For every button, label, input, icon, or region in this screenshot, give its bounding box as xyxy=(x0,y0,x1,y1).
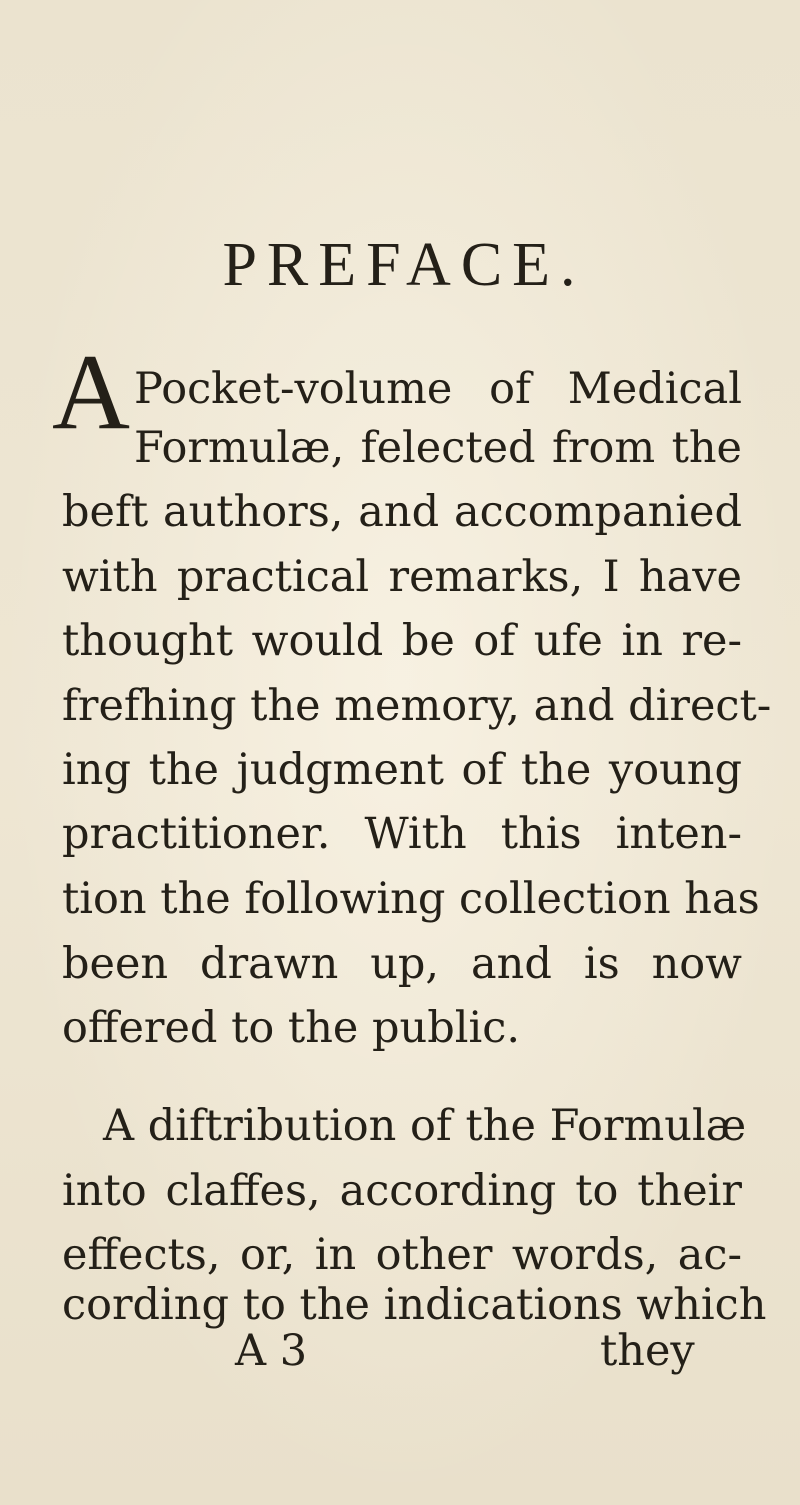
text-line: offered to the public. xyxy=(62,1003,521,1053)
text-line: thought would be of ufe in re- xyxy=(62,616,742,666)
text-line: beft authors, and accompanied xyxy=(62,487,742,537)
text-line: frefhing the memory, and direct- xyxy=(62,681,772,731)
text-line: into claffes, according to their xyxy=(62,1166,742,1216)
catchword: they xyxy=(600,1326,695,1376)
text-line: ing the judgment of the young xyxy=(62,745,742,795)
text-line: with practical remarks, I have xyxy=(62,552,742,602)
text-line: practitioner. With this inten- xyxy=(62,809,742,859)
signature-mark: A 3 xyxy=(235,1326,308,1376)
text-line: Pocket-volume of Medical xyxy=(134,364,742,414)
text-line: effects, or, in other words, ac- xyxy=(62,1230,742,1280)
text-line: tion the following collection has xyxy=(62,874,760,924)
drop-cap: A xyxy=(52,333,130,452)
text-line: cording to the indications which xyxy=(62,1280,767,1330)
text-line: Formulæ, felected from the xyxy=(134,423,742,473)
text-line: A diftribution of the Formulæ xyxy=(103,1101,747,1151)
page-heading: PREFACE. xyxy=(222,231,586,299)
text-line: been drawn up, and is now xyxy=(62,939,742,989)
